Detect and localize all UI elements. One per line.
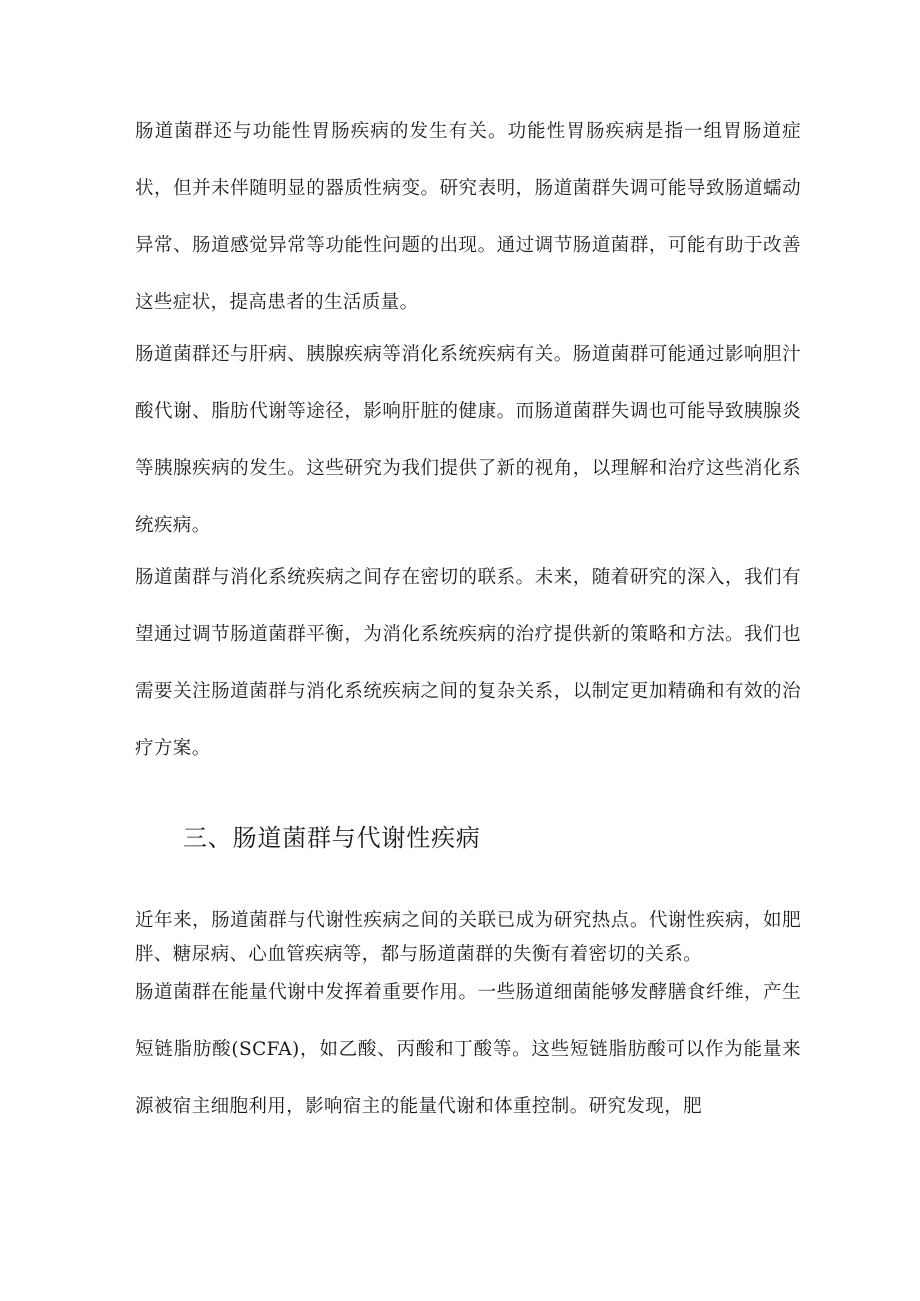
paragraph-digestive-summary: 肠道菌群与消化系统疾病之间存在密切的联系。未来，随着研究的深入，我们有望通过调节肠道菌群平衡，为消化系统疾病的治疗提供新的策略和方法。我们也需要关注肠道菌群与消化系统疾病之间的复杂关系，以制定更加精确和有效的治疗方案。 bbox=[135, 567, 801, 759]
paragraph-liver-pancreas-diseases: 肠道菌群还与肝病、胰腺疾病等消化系统疾病有关。肠道菌群可能通过影响胆汁酸代谢、脂肪代谢等途径，影响肝脏的健康。而肠道菌群失调也可能导致胰腺炎等胰腺疾病的发生。这些研究为我们提供了新的视角，以理解和治疗这些消化系统疾病。 bbox=[135, 344, 801, 536]
paragraph-metabolic-intro: 近年来，肠道菌群与代谢性疾病之间的关联已成为研究热点。代谢性疾病，如肥胖、糖尿病、心血管疾病等，都与肠道菌群的失衡有着密切的关系。 bbox=[135, 910, 801, 965]
paragraph-functional-gi-disorders: 肠道菌群还与功能性胃肠疾病的发生有关。功能性胃肠疾病是指一组胃肠道症状，但并未伴随明显的器质性病变。研究表明，肠道菌群失调可能导致肠道蠕动异常、肠道感觉异常等功能性问题的出现。通过调节肠道菌群，可能有助于改善这些症状，提高患者的生活质量。 bbox=[135, 121, 801, 313]
section-heading: 三、肠道菌群与代谢性疾病 bbox=[183, 824, 481, 852]
paragraph-energy-metabolism: 肠道菌群在能量代谢中发挥着重要作用。一些肠道细菌能够发酵膳食纤维，产生短链脂肪酸(SCFA)，如乙酸、丙酸和丁酸等。这些短链脂肪酸可以作为能量来源被宿主细胞利用，影响宿主的能量代谢和体重控制。研究发现，肥 bbox=[135, 982, 801, 1117]
